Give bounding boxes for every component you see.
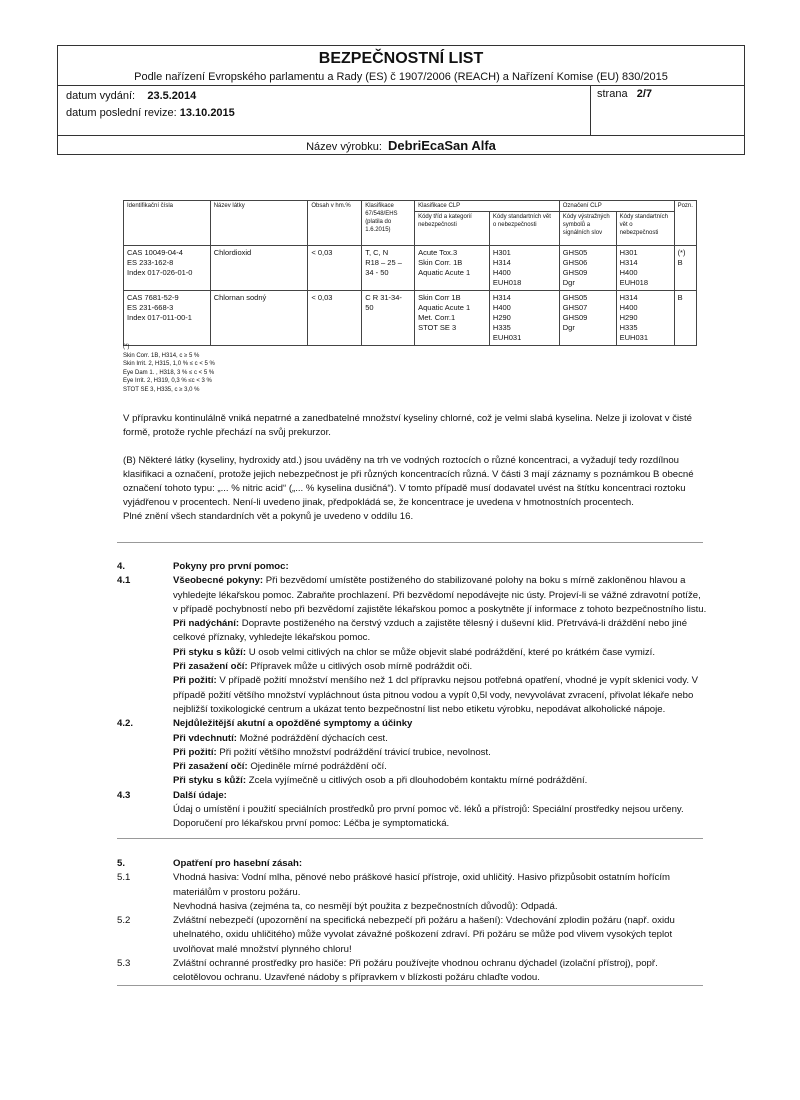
cell-note [674, 246, 696, 291]
subsection-number: 5.3 [117, 958, 131, 970]
cell-line: Chlornan sodný [213, 293, 267, 302]
cell-line: H335 [619, 323, 638, 332]
footnote-line: Skin Corr. 1B, H314, c ≥ 5 % [123, 352, 200, 359]
cell-line: Dgr [562, 323, 575, 332]
cell-content [308, 246, 362, 291]
document-title: BEZPEČNOSTNÍ LIST [318, 50, 484, 67]
cell-label-sym [559, 291, 616, 346]
cell-line: < 0,03 [311, 248, 333, 257]
cell-line: Acute Tox.3 [418, 248, 458, 257]
item-text: Možné podráždění dýchacích cest. [236, 732, 388, 744]
footnote-line: STOT SE 3, H335, c ≥ 3,0 % [123, 386, 200, 393]
composition-table [123, 200, 697, 346]
cell-line: H400 [619, 303, 638, 312]
col-label-h: Kódy standartních vět o nebezpečnosti [616, 212, 674, 246]
col-note: Pozn. [674, 201, 696, 246]
table-row [124, 246, 697, 291]
cell-line: Skin Corr 1B [418, 293, 461, 302]
item-label: Při zasažení očí: [173, 661, 248, 673]
instruction-item [173, 732, 707, 746]
item-label: Při styku s kůží: [173, 775, 247, 787]
issue-date: 23.5.2014 [147, 90, 197, 102]
regulation-subtitle: Podle nařízení Evropského parlamentu a Rady (ES) č 1907/2006 (REACH) a Nařízení Komise (EU) 830/2015 [58, 70, 744, 86]
col-id: Identifikační čísla [124, 201, 211, 246]
instruction-item [173, 660, 707, 674]
cell-line: H314 [619, 293, 638, 302]
cell-id [124, 246, 211, 291]
text-line: Doporučení pro lékařskou první pomoc: Léčba je symptomatická. [173, 818, 450, 830]
cell-line: H290 [492, 313, 511, 322]
item-text: Přípravek může u citlivých osob mírně podráždit oči. [247, 661, 473, 673]
cell-line: H335 [492, 323, 511, 332]
cell-line: STOT SE 3 [418, 323, 457, 332]
cell-line: GHS09 [562, 268, 588, 277]
cell-line: Met. Corr.1 [418, 313, 456, 322]
item-text: V případě požití množství menšího než 1 dcl přípravku nejsou potřebná opatření, vhodné je vypít sklenici vody. V případě požití většího množství vypláchnout ústa pitnou vodou a vypít 0,5l vody, nevyvolávat zvracení, přivolat lékaře nebo nejbližší toxikologické centrum a ukázat tento bezpečnostní list nebo etiketu výrobku, nepodávat alkoholické nápoje. [173, 675, 699, 715]
item-label: Při požití: [173, 675, 217, 687]
footnote-line: Eye Irrit. 2, H319, 0,3 % ≤c < 3 % [123, 378, 212, 384]
revision-date: 13.10.2015 [179, 107, 235, 119]
col-content: Obsah v hm.% [308, 201, 362, 246]
footnote-line: (*) [123, 344, 130, 350]
divider [117, 985, 703, 986]
cell-line: H314 [492, 258, 511, 267]
cell-line: Dgr [562, 278, 575, 287]
cell-line: EUH031 [492, 333, 522, 342]
subsection-title: Nejdůležitější akutní a opožděné symptomy a účinky [173, 718, 413, 730]
cell-line: H290 [619, 313, 638, 322]
divider [117, 838, 703, 839]
paragraph: V přípravku kontinulálně vniká nepatrné a zanedbatelné množství kyseliny chlorné, což je velmi slabá kyselina. Nelze ji izolovat v čisté formě, protože rychle přechází na svůj prekurzor. [123, 413, 692, 438]
cell-clp-codes [415, 246, 490, 291]
cell-line: EUH018 [492, 278, 522, 287]
subsection-number: 4.1 [117, 575, 131, 587]
cell-line: Index 017-011-00-1 [127, 313, 192, 322]
item-text: U osob velmi citlivých na chlor se může objevit slabé podráždění, které po krátkém čase vymizí. [246, 646, 656, 658]
item-label: Všeobecné pokyny: [173, 575, 264, 587]
cell-line: H301 [619, 248, 638, 257]
col-clp-h: Kódy standartních vět o nebezpečnosti [489, 212, 559, 246]
subsection-text: Nevhodná hasiva (zejména ta, co nesmějí být použita z bezpečnostních důvodů): Odpadá. [173, 900, 558, 912]
col-label-sym: Kódy výstražných symbolů a signálních slov [559, 212, 616, 246]
cell-label-h [616, 246, 674, 291]
subsection-number: 4.2. [117, 718, 134, 730]
cell-clp-codes [415, 291, 490, 346]
cell-line: H400 [492, 303, 511, 312]
footnote-line: Eye Dam 1. , H318, 3 % ≤ c < 5 % [123, 369, 215, 376]
subsection [117, 871, 707, 914]
paragraph: Plné znění všech standardních vět a pokynů je uvedeno v oddílu 16. [123, 511, 414, 522]
item-label: Při styku s kůží: [173, 646, 247, 658]
item-label: Při požití: [173, 746, 217, 758]
cell-line: GHS09 [562, 313, 588, 322]
cell-line: R18 – 25 – [365, 258, 402, 267]
instruction-item [173, 746, 707, 760]
item-label: Při vdechnutí: [173, 732, 237, 744]
subsection-number: 4.3 [117, 789, 131, 801]
col-clp-codes: Kódy tříd a kategorií nebezpečnosti [415, 212, 490, 246]
cell-line: Aquatic Acute 1 [418, 268, 471, 277]
item-text: Ojediněle mírné podráždění očí. [247, 761, 387, 773]
cell-content [308, 291, 362, 346]
footnote-line: Skin Irrit. 2, H315, 1,0 % ≤ c < 5 % [123, 361, 215, 367]
subsection-number: 5.2 [117, 915, 131, 927]
cell-line: < 0,03 [311, 293, 333, 302]
instruction-item [173, 774, 707, 788]
cell-note [674, 291, 696, 346]
instruction-item [173, 646, 707, 660]
cell-line: EUH031 [619, 333, 648, 342]
page-number: 2/7 [636, 88, 653, 100]
cell-line: GHS06 [562, 258, 588, 267]
cell-line: H301 [492, 248, 511, 257]
cell-line: B [677, 258, 683, 267]
cell-label-h [616, 291, 674, 346]
subsection [117, 957, 707, 986]
cell-line: GHS05 [562, 293, 588, 302]
cell-line: B [677, 293, 683, 302]
item-text: Dopravte postiženého na čerstvý vzduch a zajistěte tělesný i duševní klid. Přetrvává-li dráždění nebo jiné celkové příznaky, vyhledejte lékařskou pomoc. [173, 618, 688, 644]
cell-line: (*) [677, 248, 686, 257]
paragraph: (B) Některé látky (kyseliny, hydroxidy atd.) jsou uváděny na trh ve vodných roztocích o různé koncentraci, a vyžadují tedy rozdílnou klasifikaci a označení, protože jejich nebezpečnost je při různých koncentracích různá. V části 3 mají záznamy s poznámkou B obecné označení tohoto typu: „... % nitric acid“ („... % kyselina dusičná“). V tomto případě musí dodavatel uvést na štítku koncentraci roztoku vyjádřenou v procentech. Není-li uvedeno jinak, předpokládá se, že koncentrace je uvedena v hmotnostních procentech. [123, 455, 694, 508]
cell-line: ES 231-668-3 [127, 303, 174, 312]
cell-label-sym [559, 246, 616, 291]
cell-line: GHS07 [562, 303, 588, 312]
cell-line: 50 [365, 303, 374, 312]
issue-label: datum vydání: [66, 90, 136, 102]
col-class67: Klasifikace 67/548/EHS (platila do 1.6.2015) [362, 201, 415, 246]
cell-clp-h [489, 291, 559, 346]
cell-line: Chlordioxid [213, 248, 252, 257]
cell-id [124, 291, 211, 346]
cell-line: Skin Corr. 1B [418, 258, 463, 267]
cell-name [210, 291, 308, 346]
instruction-item [173, 574, 707, 617]
cell-clp-h [489, 246, 559, 291]
cell-line: 34 - 50 [365, 268, 389, 277]
subsection-text: Vhodná hasiva: Vodní mlha, pěnové nebo práškové hasicí přístroje, oxid uhličitý. Hasivo přizpůsobit ostatním hořícím materiálům v prostoru požáru. [173, 872, 671, 898]
cell-line: H314 [619, 258, 638, 267]
document-header [57, 45, 745, 155]
section-number: 4. [117, 561, 126, 572]
cell-name [210, 246, 308, 291]
product-name: DebriEcaSan Alfa [388, 138, 496, 153]
item-label: Při nadýchání: [173, 618, 240, 630]
cell-line: GHS05 [562, 248, 588, 257]
cell-class67 [362, 246, 415, 291]
dates-box [58, 86, 744, 136]
col-name: Název látky [210, 201, 308, 246]
item-text: Zcela vyjímečně u citlivých osob a při dlouhodobém kontaktu mírné podráždění. [246, 775, 588, 787]
revision-label: datum poslední revize: [66, 107, 177, 119]
cell-line: H400 [492, 268, 511, 277]
cell-line: ES 233-162-8 [127, 258, 174, 267]
item-label: Při zasažení očí: [173, 761, 248, 773]
subsection-text: Zvláštní ochranné prostředky pro hasiče: Při požáru používejte vhodnou ochranu dýchadel (izolační přístroj), popř. celotělovou ochranu. Uzavřené nádoby s přípravkem v blízkosti požáru chlaďte vodou. [173, 958, 658, 984]
item-text: Při bezvědomí umístěte postiženého do stabilizované polohy na boku s mírně zakloněnou hlavou a vyhledejte lékařskou pomoc. Zabraňte prochlazení. Při bezvědomí nepodávejte nic ústy. Projeví-li se vážné zdravotní potíže, v případě pochybností nebo při bezvědomí zajistěte lékařskou pomoc a poskytněte jí informace z tohoto bezpečnostního listu. [173, 575, 707, 615]
page-label: strana [597, 88, 628, 100]
subsection [117, 914, 707, 957]
subsection-text: Zvláštní nebezpečí (upozornění na specifická nebezpečí při požáru a hašení): Vdechování zplodin požáru (např. oxidu uhelnatého, oxidu uhličitého) může vyvolat závažné poškození zdraví. Při požáru se může pod vlivem vysokých teplot uvolňovat malé množství plynného chloru! [173, 915, 675, 955]
cell-line: H314 [492, 293, 511, 302]
text-line: Údaj o umístění i použití speciálních prostředků pro první pomoc vč. léků a přístrojů: Speciální prostředky nejsou určeny. [173, 804, 684, 816]
cell-line: EUH018 [619, 278, 648, 287]
section-5 [117, 857, 707, 986]
divider [117, 542, 703, 543]
instruction-item [173, 674, 707, 717]
col-label: Označení CLP [559, 201, 674, 212]
instruction-item [173, 617, 707, 646]
section-title: Pokyny pro první pomoc: [173, 561, 289, 572]
cell-line: H400 [619, 268, 638, 277]
cell-line: CAS 10049-04-4 [127, 248, 183, 257]
section-4 [117, 560, 707, 832]
item-text: Při požití většího množství podráždění trávicí trubice, nevolnost. [216, 746, 491, 758]
section-title: Opatření pro hasební zásah: [173, 858, 303, 869]
cell-line: T, C, N [365, 248, 389, 257]
cell-class67 [362, 291, 415, 346]
subsection-title: Další údaje: [173, 789, 227, 801]
col-clp: Klasifikace CLP [415, 201, 560, 212]
instruction-item [173, 760, 707, 774]
cell-line: CAS 7681-52-9 [127, 293, 179, 302]
cell-line: C R 31-34- [365, 293, 402, 302]
footnote [123, 343, 215, 394]
cell-line: Index 017-026-01-0 [127, 268, 193, 277]
product-label: Název výrobku: [306, 141, 382, 153]
cell-line: Aquatic Acute 1 [418, 303, 471, 312]
table-row [124, 291, 697, 346]
subsection-number: 5.1 [117, 872, 131, 884]
section-number: 5. [117, 858, 126, 869]
